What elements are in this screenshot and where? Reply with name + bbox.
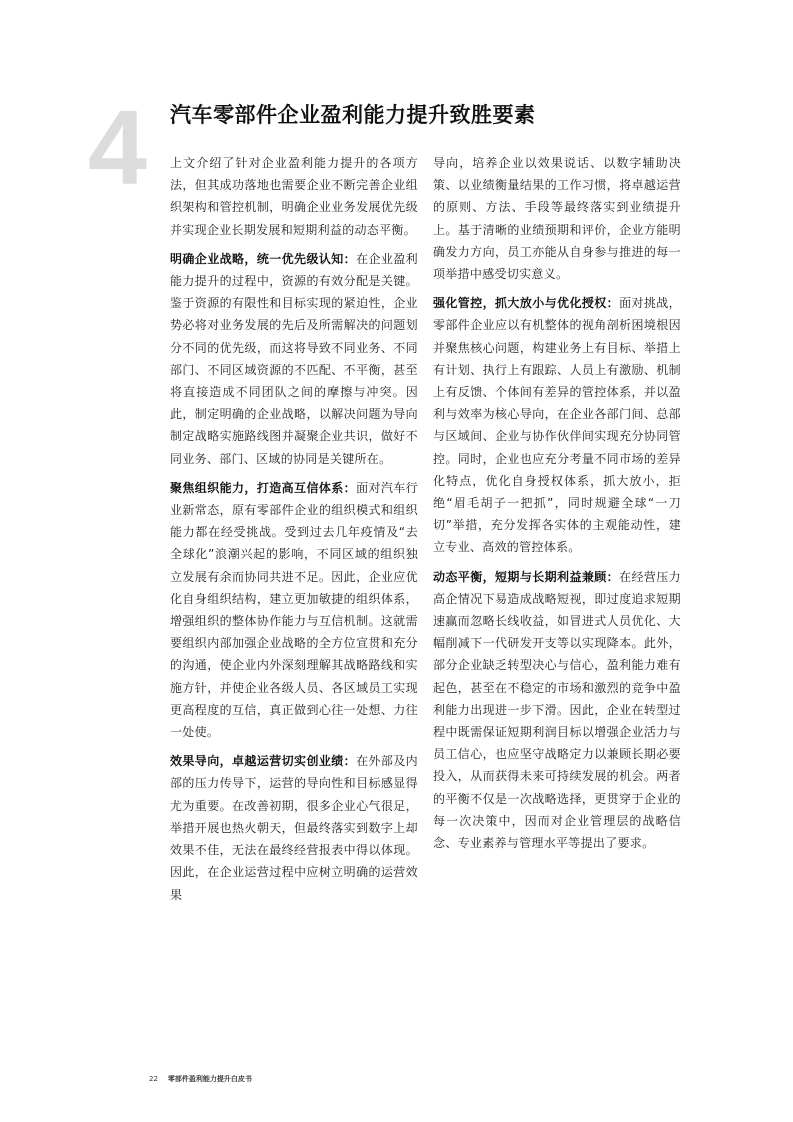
section-results — [170, 750, 418, 905]
text-column-left — [170, 152, 418, 913]
section-body: 在外部及内部的压力传导下，运营的导向性和目标感显得尤为重要。在改善初期，很多企业心气很足，举措开展也热火朝天，但最终落实到数字上却效果不佳，无法在最终经营报表中得以体现。因此，在企业运营过程中应树立明确的运营效果 — [170, 754, 418, 902]
chapter-number: 4 — [88, 89, 147, 207]
section-organization — [170, 477, 418, 743]
publication-title: 零部件盈利能力提升白皮书 — [167, 1075, 252, 1083]
page-footer — [149, 1074, 252, 1084]
section-heading: 动态平衡，短期与长期利益兼顾： — [433, 569, 620, 584]
page-number: 22 — [149, 1075, 158, 1083]
section-strategy — [170, 248, 418, 470]
page-title: 汽车零部件企业盈利能力提升致胜要素 — [170, 103, 536, 127]
section-body: 在经营压力高企情况下易造成战略短视，即过度追求短期速赢而忽略长线收益，如冒进式人员优化、大幅削减下一代研发开支等以实现降本。此外，部分企业缺乏转型决心与信心，盈利能力难有起色，甚至在不稳定的市场和激烈的竞争中盈利能力出现进一步下滑。因此，企业在转型过程中既需保证短期利润目标以增强企业活力与员工信心，也应坚守战略定力以兼顾长期必要投入，从而获得未来可持续发展的机会。两者的平衡不仅是一次战略选择，更贯穿于企业的每一次决策中，因而对企业管理层的战略信念、专业素养与管理水平等提出了要求。 — [433, 569, 681, 851]
section-balance — [433, 566, 681, 855]
section-heading: 效果导向，卓越运营切实创业绩： — [170, 754, 357, 769]
intro-paragraph: 上文介绍了针对企业盈利能力提升的各项方法，但其成功落地也需要企业不断完善企业组织架构和管控机制，明确企业业务发展优先级并实现企业长期发展和短期利益的动态平衡。 — [170, 156, 418, 237]
section-heading: 聚焦组织能力，打造高互信体系： — [170, 480, 357, 495]
section-body: 面对汽车行业新常态，原有零部件企业的组织模式和组织能力都在经受挑战。受到过去几年疫情及“去全球化”浪潮兴起的影响，不同区域的组织独立发展有余而协同共进不足。因此，企业应优化自身组织结构，建立更加敏捷的组织体系，增强组织的整体协作能力与互信机制。这就需要组织内部加强企业战略的全方位宣贯和充分的沟通，使企业内外深刻理解其战略路线和实施方针，并使企业各级人员、各区域员工实现更高程度的互信，真正做到心往一处想、力往一处使。 — [170, 480, 418, 740]
section-body: 面对挑战，零部件企业应以有机整体的视角剖析困境根因并聚焦核心问题，构建业务上有目标、举措上有计划、执行上有跟踪、人员上有激励、机制上有反馈、个体间有差异的管控体系，并以盈利与效率为核心导向，在企业各部门间、总部与区域间、企业与协作伙伴间实现充分协同管控。同时，企业也应充分考量不同市场的差异化特点，优化自身授权体系，抓大放小，拒绝“眉毛胡子一把抓”，同时规避全球“一刀切”举措，充分发挥各实体的主观能动性，建立专业、高效的管控体系。 — [433, 296, 681, 555]
section-control — [433, 292, 681, 558]
section-heading: 强化管控，抓大放小与优化授权： — [433, 296, 620, 311]
section-body: 在企业盈利能力提升的过程中，资源的有效分配是关键。鉴于资源的有限性和目标实现的紧迫性，企业势必将对业务发展的先后及所需解决的问题划分不同的优先级，而这将导致不同业务、不同部门、不同区域资源的不匹配、不平衡，甚至将直接造成不同团队之间的摩擦与冲突。因此，制定明确的企业战略，以解决问题为导向制定战略实施路线图并凝聚企业共识，做好不同业务、部门、区域的协同是关键所在。 — [170, 251, 418, 466]
text-column-right — [433, 152, 681, 861]
section-results-continued: 导向，培养企业以效果说话、以数字辅助决策、以业绩衡量结果的工作习惯，将卓越运营的原则、方法、手段等最终落实到业绩提升上。基于清晰的业绩预期和评价，企业方能明确发力方向，员工亦能从自身参与推进的每一项举措中感受切实意义。 — [433, 156, 681, 282]
section-heading: 明确企业战略，统一优先级认知： — [170, 251, 357, 266]
